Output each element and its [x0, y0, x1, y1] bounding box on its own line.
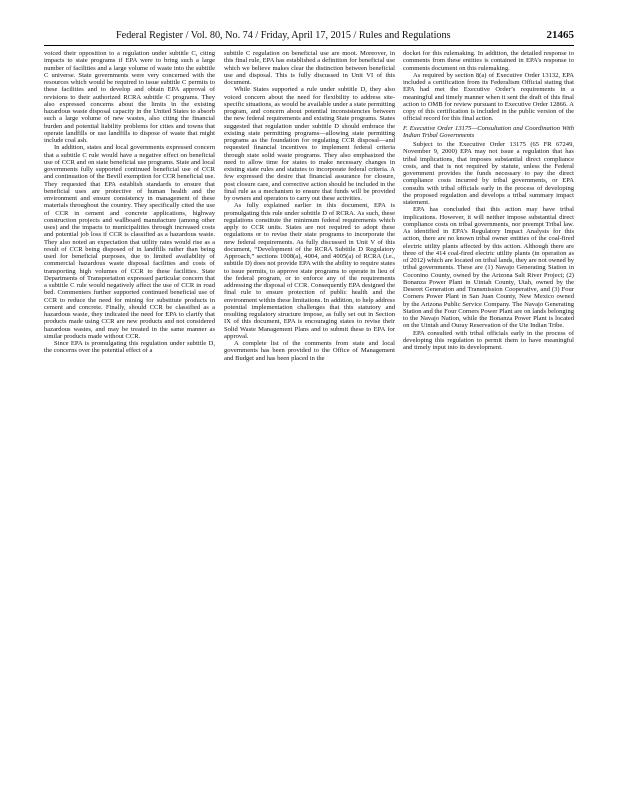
section-heading: F. Executive Order 13175—Consultation and Coordination With Indian Tribal Governments — [403, 124, 574, 139]
running-head: Federal Register / Vol. 80, No. 74 / Friday, April 17, 2015 / Rules and Regulations — [116, 30, 451, 41]
paragraph: As fully explained earlier in this document, EPA is promulgating this rule under subtitle D of RCRA. As such, these regulations constitute the minimum federal requirements which apply to CCR units. States are not required to adopt these regulations or to revise their state programs to incorporate the new federal requirements. As fully discussed in Unit V of this document, “Development of the RCRA Subtitle D Regulatory Approach,” sections 1008(a), 4004, and 4005(a) of RCRA (i.e., subtitle D) does not provide EPA with the ability to require states to issue permits, to approve state programs to operate in lieu of the federal program, or to enforce any of the requirements addressing the disposal of CCR. Consequently EPA designed the final rule to ensure protection of public health and the environment within these limitations. In addition, to help address potential implementation challenges that this statutory and resulting regulatory structure impose, as fully set out in Section IX of this document, EPA is encouraging states to revise their Solid Waste Management Plans and to submit these to EPA for approval. — [224, 202, 395, 340]
paragraph: A complete list of the comments from state and local governments has been provided to the Office of Management and Budget and has been placed in the — [224, 340, 395, 362]
header-rule — [44, 45, 574, 46]
paragraph: While States supported a rule under subtitle D, they also voiced concern about the need for flexibility to address site-specific situations, as would be available under a state permitting program, and concern about potential inconsistencies between the new federal requirements and existing State programs. States suggested that regulation under subtitle D should embrace the existing state permitting programs—allowing state permitting programs as the foundation for regulating CCR disposal—and requested financial incentives to implement federal criteria through state solid waste programs. They also emphasized the need to allow time for states to make necessary changes in existing state rules and statutes to incorporate federal criteria. A few expressed the desire that financial assurance for closure, post closure care, and corrective action should be included in the final rule as a mechanism to ensure that funds will be provided by owners and operators to carry out these activities. — [224, 86, 395, 202]
paragraph: subtitle C regulation on beneficial use are moot. Moreover, in this final rule, EPA has established a definition for beneficial use which we believe makes clear the distinction between beneficial use and disposal. This is fully discussed in Unit VI of this document. — [224, 50, 395, 86]
paragraph: In addition, states and local governments expressed concern that a subtitle C rule would have a negative effect on beneficial use of CCR and on state beneficial use programs. State and local governments fully supported continued beneficial use of CCR and continuation of the Bevill exemption for CCR beneficial use. They requested that EPA establish standards to ensure that beneficial uses are protective of human health and the environment and ensure consistency in management of these materials throughout the country. They specifically cited the use of CCR in cement and concrete applications, highway construction projects and wallboard manufacture (among other uses) and the impacts to municipalities through increased costs and potential job loss if CCR is classified as a hazardous waste. They also noted an expectation that utility rates would rise as a result of CCR being disposed of in landfills rather than being used for beneficial purposes, due to limited availability of commercial hazardous waste disposal facilities and costs of transporting high volumes of CCR to these facilities. State Departments of Transportation expressed particular concern that a subtitle C rule would negatively affect the use of CCR in road bed. Commenters further supported continued beneficial use of CCR to reduce the need for mining for substitute products in cement and concrete. Finally, should CCR be classified as a hazardous waste, they indicated the need for EPA to clarify that products made using CCR are new products and not considered hazardous wastes, and may be treated in the same manner as similar products made without CCR. — [44, 144, 215, 340]
column-2 — [224, 50, 395, 780]
column-1 — [44, 50, 215, 780]
paragraph: voiced their opposition to a regulation under subtitle C, citing impacts to state programs if EPA were to bring such a large number of facilities and a large volume of waste into the subtitle C universe. State governments were very concerned with the resources which would be required to issue subtitle C permits to these facilities and to develop and obtain EPA approval of revisions to their authorized RCRA subtitle C programs. They also expressed concerns about the limits in the existing hazardous waste disposal capacity in the United States to absorb such a large volume of new wastes, also citing the financial burden and potential liability problems for cities and towns that operate landfills or use landfills to dispose of waste that might include coal ash. — [44, 50, 215, 144]
body-columns — [44, 50, 574, 780]
paragraph: Since EPA is promulgating this regulation under subtitle D, the concerns over the potential effect of a — [44, 340, 215, 355]
column-3 — [403, 50, 574, 780]
paragraph: EPA consulted with tribal officials early in the process of developing this regulation to permit them to have meaningful and timely input into its development. — [403, 329, 574, 351]
running-header — [44, 30, 574, 44]
paragraph: EPA has concluded that this action may have tribal implications. However, it will neither impose substantial direct compliance costs on tribal governments, nor preempt Tribal law. As identified in EPA’s Regulatory Impact Analysis for this action, there are no known tribal owner entities of the coal-fired electric utility plants affected by this action. Although there are three of the 414 coal-fired electric utility plants (in operation as of 2012) which are located on tribal lands, they are not owned by tribal governments. These are (1) Navajo Generating Station in Coconino County, owned by the Arizona Salt River Project; (2) Bonanza Power Plant in Uintah County, Utah, owned by the Deseret Generation and Transmission Cooperative, and (3) Four Corners Power Plant in San Juan County, New Mexico owned by the Arizona Public Service Company. The Navajo Generating Station and the Four Corners Power Plant are on lands belonging to the Navajo Nation, while the Bonanza Power Plant is located on the Uintah and Ouray Reservation of the Ute Indian Tribe. — [403, 206, 574, 330]
page-number: 21465 — [546, 29, 574, 41]
paragraph: Subject to the Executive Order 13175 (65 FR 67249, November 9, 2000) EPA may not issue a regulation that has tribal implications, that imposes substantial direct compliance costs, and that is not required by statute, unless the Federal government provides the funds necessary to pay the direct compliance costs incurred by tribal governments, or EPA consults with tribal officials early in the process of developing the proposed regulation and develops a tribal summary impact statement. — [403, 141, 574, 206]
paragraph: docket for this rulemaking. In addition, the detailed response to comments from these entities is contained in EPA’s response to comments document on this rulemaking. — [403, 50, 574, 72]
paragraph: As required by section 8(a) of Executive Order 13132, EPA included a certification from its Federalism Official stating that EPA had met the Executive Order’s requirements in a meaningful and timely manner when it sent the draft of this final action to OMB for review pursuant to Executive Order 12866. A copy of this certification is included in the public version of the official record for this final action. — [403, 71, 574, 123]
